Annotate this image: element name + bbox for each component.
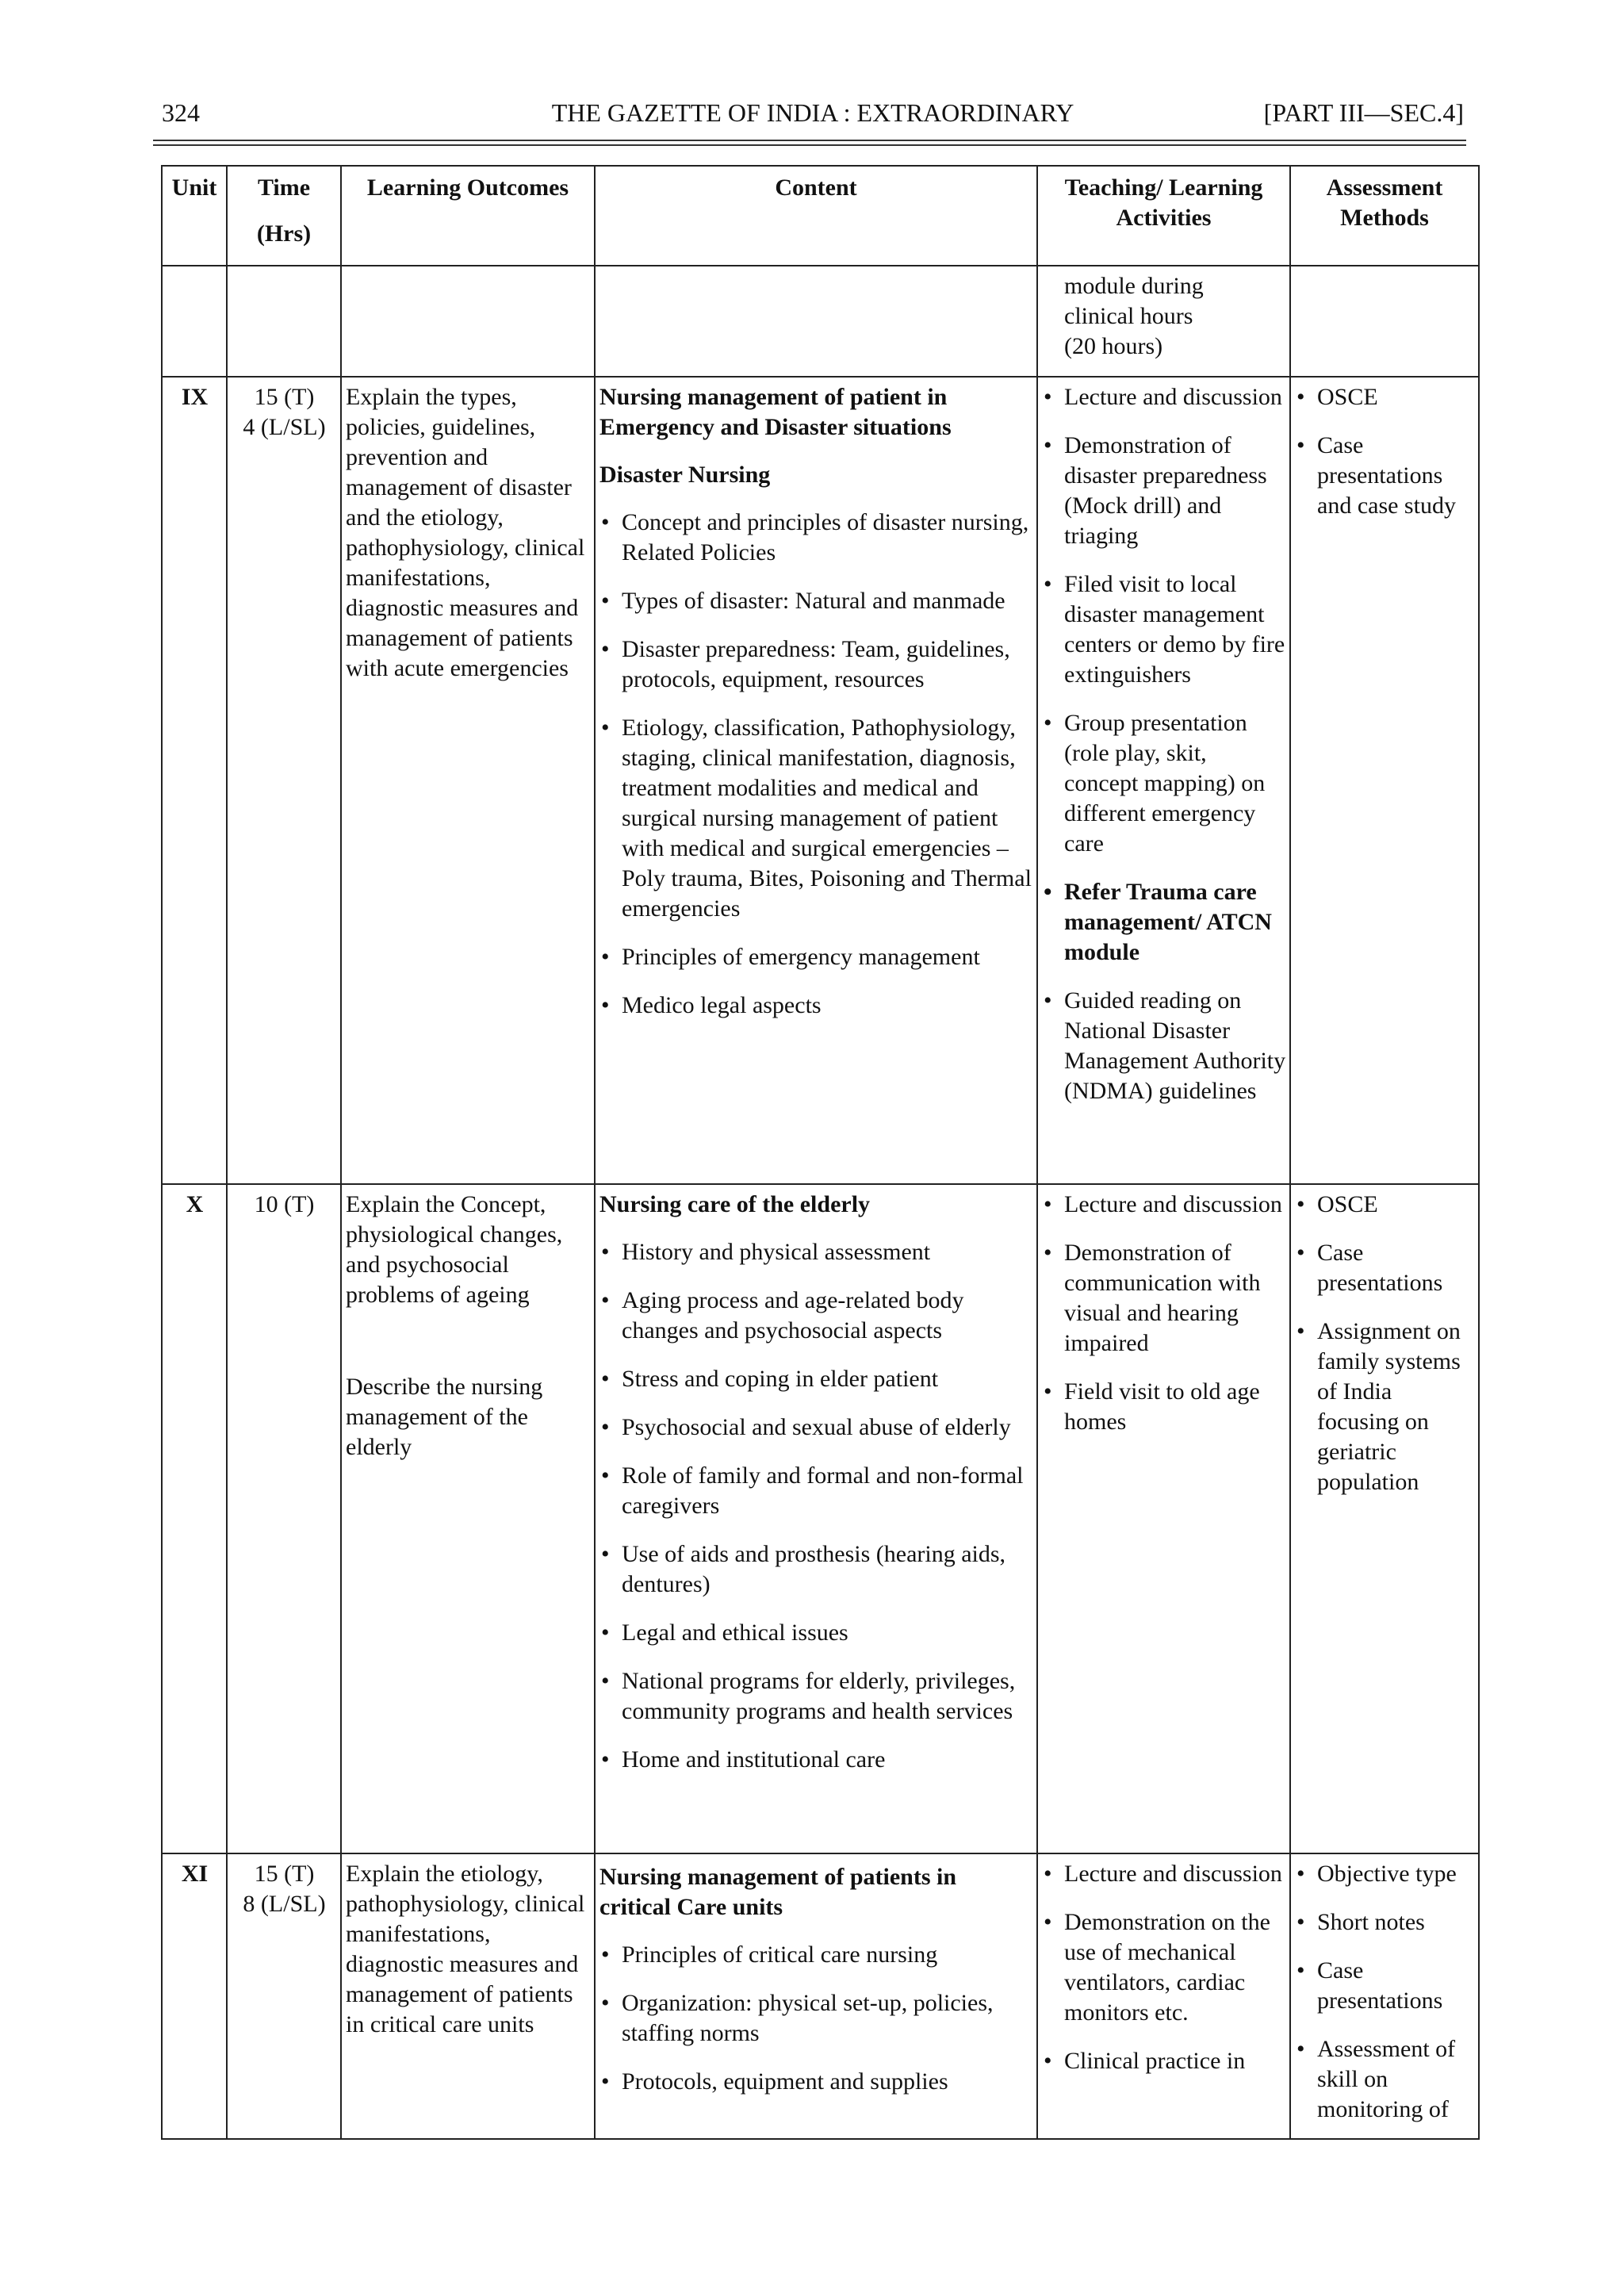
list-item: • OSCE (1295, 382, 1475, 412)
cell-activities-continued (1037, 266, 1290, 377)
list-item: • Refer Trauma care management/ ATCN module (1042, 877, 1286, 968)
content-subtitle: Disaster Nursing (599, 462, 771, 488)
header-assessment: Assessment Methods (1290, 166, 1479, 266)
list-item: • Disaster preparedness: Team, guidelines, protocols, equipment, resources (599, 634, 1033, 695)
time-lab: 8 (L/SL) (243, 1891, 326, 1917)
list-item: • Principles of emergency management (599, 942, 1033, 972)
list-item: • Field visit to old age homes (1042, 1377, 1286, 1437)
content-title: Nursing care of the elderly (599, 1191, 871, 1217)
activities-list (1042, 382, 1286, 1106)
assessment-list (1295, 1859, 1475, 2125)
cell-content (595, 1853, 1037, 2139)
text-line: (20 hours) (1064, 333, 1163, 359)
list-item: • Principles of critical care nursing (599, 1940, 1033, 1970)
part-section: [PART III—SEC.4] (1263, 98, 1464, 127)
list-item: • Aging process and age-related body changes and psychosocial aspects (599, 1286, 1033, 1346)
list-item: • Role of family and formal and non-formal caregivers (599, 1461, 1033, 1521)
time-lab: 4 (L/SL) (243, 414, 326, 440)
cell-assessment (1290, 1184, 1479, 1853)
content-title: Nursing management of patients in critical Care units (599, 1864, 957, 1920)
cell-empty (162, 266, 227, 377)
list-item: • Psychosocial and sexual abuse of elderly (599, 1412, 1033, 1443)
list-item: • Medico legal aspects (599, 991, 1033, 1021)
content-title: Nursing management of patient in Emergency and Disaster situations (599, 384, 952, 440)
content-list (599, 1940, 1033, 2097)
list-item: • Guided reading on National Disaster Management Authority (NDMA) guidelines (1042, 986, 1286, 1106)
list-item: • Short notes (1295, 1907, 1475, 1938)
gazette-title: THE GAZETTE OF INDIA : EXTRAORDINARY (551, 98, 1074, 127)
list-item: • Stress and coping in elder patient (599, 1364, 1033, 1394)
list-item: • Assessment of skill on monitoring of (1295, 2034, 1475, 2125)
time-theory: 15 (T) (254, 384, 315, 410)
header-content: Content (595, 166, 1037, 266)
header-time-unit: (Hrs) (256, 220, 312, 247)
cell-activities (1037, 377, 1290, 1184)
list-item: • Assignment on family systems of India focusing on geriatric population (1295, 1317, 1475, 1497)
list-item: • History and physical assessment (599, 1237, 1033, 1267)
table-header-row (162, 166, 1479, 266)
cell-unit: IX (162, 377, 227, 1184)
cell-empty (595, 266, 1037, 377)
header-time-label: Time (257, 174, 311, 201)
list-item: • Organization: physical set-up, policies, staffing norms (599, 1988, 1033, 2049)
list-item: • Concept and principles of disaster nursing, Related Policies (599, 508, 1033, 568)
cell-unit: X (162, 1184, 227, 1853)
cell-learning-outcomes: Explain the types, policies, guidelines, prevention and management of disaster and the etiology, pathophysiology, clinical manifestations, diagnostic measures and management of patients with acute emergencies (341, 377, 595, 1184)
cell-empty (1290, 266, 1479, 377)
list-item: • Demonstration of disaster preparedness (Mock drill) and triaging (1042, 431, 1286, 551)
list-item: • Filed visit to local disaster management centers or demo by fire extinguishers (1042, 569, 1286, 690)
header-rule-bottom (153, 144, 1466, 146)
header-rule-top (153, 140, 1466, 141)
cell-content (595, 1184, 1037, 1853)
activities-list (1042, 1190, 1286, 1437)
list-item: • Etiology, classification, Pathophysiology, staging, clinical manifestation, diagnosis, treatment modalities and medical and surgical nursing management of patient with medical and surgical emergencies – Poly trauma, Bites, Poisoning and Thermal emergencies (599, 713, 1033, 924)
header-learning-outcomes: Learning Outcomes (341, 166, 595, 266)
table-row-unit-x (162, 1184, 1479, 1853)
cell-learning-outcomes: Explain the etiology, pathophysiology, clinical manifestations, diagnostic measures and management of patients in critical care units (341, 1853, 595, 2139)
cell-time (227, 377, 341, 1184)
cell-content (595, 377, 1037, 1184)
cell-unit: XI (162, 1853, 227, 2139)
assessment-list (1295, 1190, 1475, 1497)
cell-empty (341, 266, 595, 377)
list-item: • National programs for elderly, privileges, community programs and health services (599, 1666, 1033, 1727)
table-row (162, 266, 1479, 377)
list-item: • Use of aids and prosthesis (hearing aids, dentures) (599, 1539, 1033, 1600)
header-time (227, 166, 341, 266)
page-header (162, 98, 1464, 133)
text-line: module during (1064, 273, 1204, 299)
list-item: • Lecture and discussion (1042, 1190, 1286, 1220)
list-item: • Types of disaster: Natural and manmade (599, 586, 1033, 616)
list-item: • Demonstration on the use of mechanical ventilators, cardiac monitors etc. (1042, 1907, 1286, 2028)
table-row-unit-ix (162, 377, 1479, 1184)
list-item: • Lecture and discussion (1042, 382, 1286, 412)
header-activities: Teaching/ Learning Activities (1037, 166, 1290, 266)
list-item: • Case presentations and case study (1295, 431, 1475, 521)
table-row-unit-xi (162, 1853, 1479, 2139)
list-item: • Demonstration of communication with visual and hearing impaired (1042, 1238, 1286, 1359)
list-item: • Objective type (1295, 1859, 1475, 1889)
list-item: • Legal and ethical issues (599, 1618, 1033, 1648)
list-item: • Home and institutional care (599, 1745, 1033, 1775)
cell-assessment (1290, 1853, 1479, 2139)
list-item: • OSCE (1295, 1190, 1475, 1220)
header-unit: Unit (162, 166, 227, 266)
cell-empty (227, 266, 341, 377)
page-number: 324 (162, 98, 200, 127)
cell-activities (1037, 1853, 1290, 2139)
list-item: • Lecture and discussion (1042, 1859, 1286, 1889)
text-line: clinical hours (1064, 303, 1193, 329)
cell-assessment (1290, 377, 1479, 1184)
list-item: • Protocols, equipment and supplies (599, 2067, 1033, 2097)
cell-time (227, 1853, 341, 2139)
cell-activities (1037, 1184, 1290, 1853)
assessment-list (1295, 382, 1475, 521)
outcome-text: Explain the Concept, physiological changes, and psychosocial problems of ageing (346, 1191, 563, 1308)
outcome-text: Describe the nursing management of the elderly (346, 1374, 543, 1460)
curriculum-table (161, 165, 1480, 2140)
time-theory: 10 (T) (254, 1191, 315, 1217)
content-list (599, 1237, 1033, 1775)
list-item: • Case presentations (1295, 1956, 1475, 2016)
time-theory: 15 (T) (254, 1861, 315, 1887)
list-item: • Group presentation (role play, skit, concept mapping) on different emergency care (1042, 708, 1286, 859)
list-item: • Clinical practice in (1042, 2046, 1286, 2076)
cell-time (227, 1184, 341, 1853)
content-list (599, 508, 1033, 1021)
list-item: • Case presentations (1295, 1238, 1475, 1298)
activities-list (1042, 1859, 1286, 2076)
cell-learning-outcomes (341, 1184, 595, 1853)
